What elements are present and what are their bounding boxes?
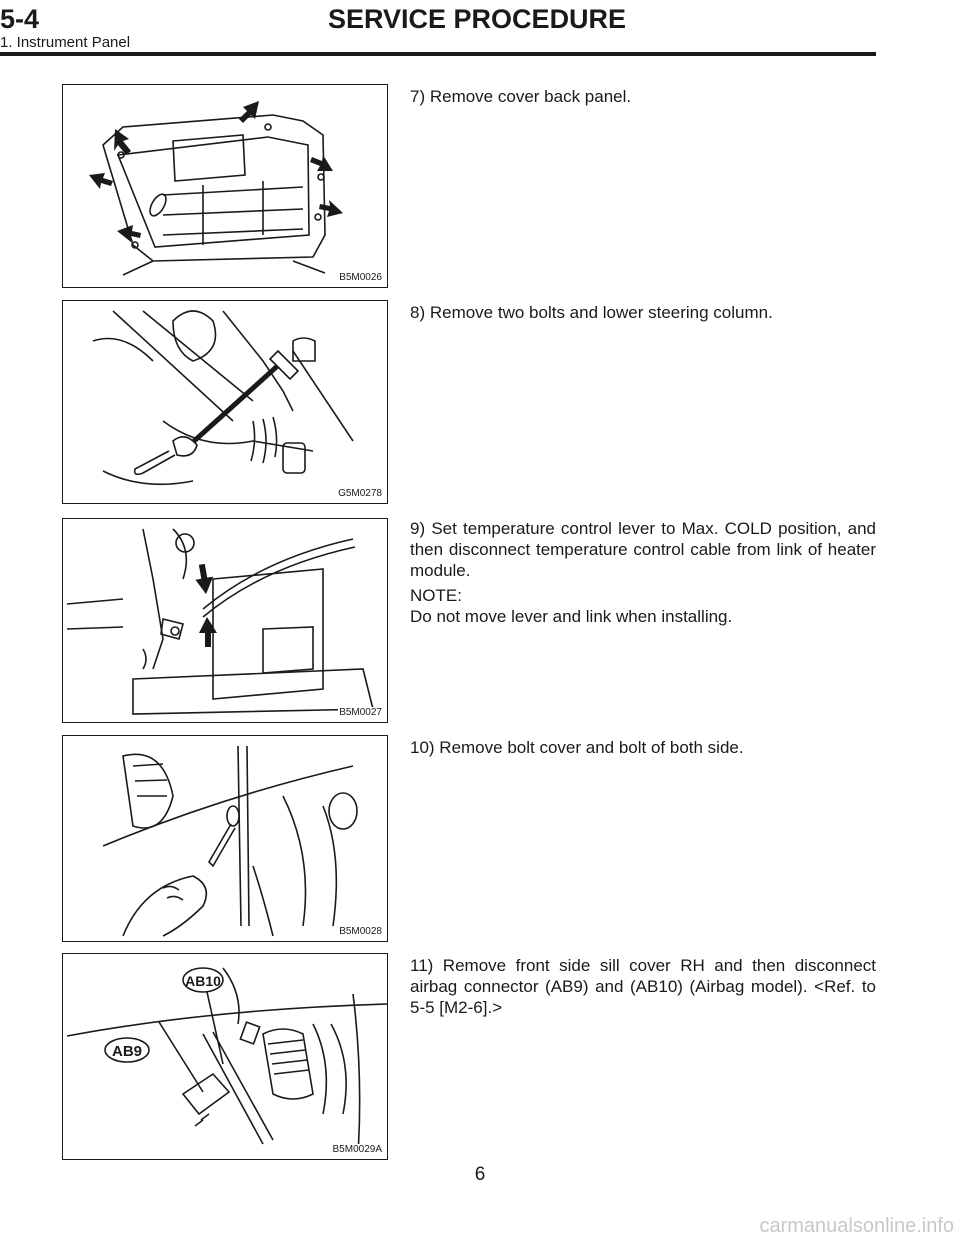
callout-ab10: AB10	[185, 973, 221, 989]
subsection-title: 1. Instrument Panel	[0, 34, 131, 51]
section-number: 5-4	[0, 4, 40, 34]
figure-code: B5M0029A	[332, 1144, 382, 1155]
figure-code: B5M0028	[339, 926, 382, 937]
step-8-text: 8) Remove two bolts and lower steering column.	[410, 303, 773, 322]
note-text: Do not move lever and link when installing.	[410, 607, 733, 626]
section-title: SERVICE PROCEDURE	[328, 4, 627, 34]
footer-watermark: carmanualsonline.info	[759, 1215, 954, 1237]
cover-back-panel-illustration	[63, 85, 387, 287]
figure-bolt-cover	[62, 735, 388, 942]
step-11-text: 11) Remove front side sill cover RH and then disconnect airbag connector (AB9) and (AB10) (Airbag model). <Ref. to 5-5 [M2-6].>	[410, 956, 876, 1017]
bolt-cover-illustration	[63, 736, 387, 941]
note-heading: NOTE:	[410, 586, 462, 605]
figure-temperature-cable	[62, 518, 388, 723]
callout-ab9: AB9	[111, 1043, 143, 1060]
figure-code: G5M0278	[338, 488, 382, 499]
figure-airbag-connector	[62, 953, 388, 1160]
page-header	[0, 0, 960, 60]
step-7-text: 7) Remove cover back panel.	[410, 87, 632, 106]
step-10-text: 10) Remove bolt cover and bolt of both side.	[410, 738, 744, 757]
figure-cover-back-panel	[62, 84, 388, 288]
page-number: 6	[474, 1164, 486, 1185]
figure-code: B5M0027	[339, 707, 382, 718]
figure-steering-column	[62, 300, 388, 504]
airbag-connector-illustration	[63, 954, 387, 1159]
header-rule	[0, 52, 876, 56]
temperature-cable-illustration	[63, 519, 387, 722]
figure-code: B5M0026	[339, 272, 382, 283]
step-9-text: 9) Set temperature control lever to Max. COLD position, and then disconnect temperature control cable from link of heater module.	[410, 519, 876, 580]
steering-column-illustration	[63, 301, 387, 503]
